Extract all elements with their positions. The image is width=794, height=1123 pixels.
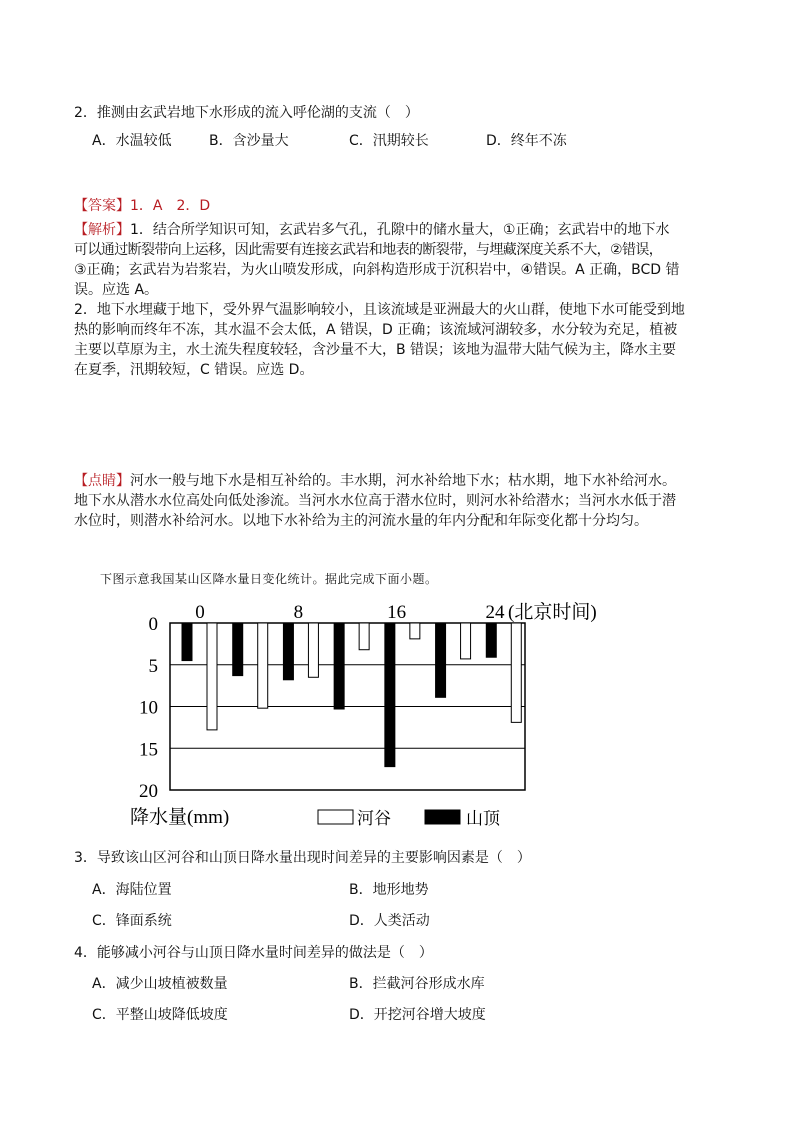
y-tick-label: 20 [139, 781, 158, 802]
x-axis-label: (北京时间) [508, 602, 597, 623]
analysis-line: 热的影响而终年不冻，其水温不会太低，A 错误，D 正确；该流域河湖较多，水分较为充足，植被 [74, 322, 678, 338]
y-tick-label: 0 [148, 614, 158, 635]
x-tick-label: 24 [485, 602, 505, 623]
question-3-option-c: C．锋面系统 [92, 913, 172, 929]
precipitation-chart [120, 595, 640, 840]
analysis-line: 在夏季，汛期较短，C 错误。应选 D。 [74, 362, 314, 378]
x-tick-label: 0 [195, 602, 205, 623]
chart-intro: 下图示意我国某山区降水量日变化统计。据此完成下面小题。 [100, 572, 438, 586]
question-2-stem: 2．推测由玄武岩地下水形成的流入呼伦湖的支流（ ） [74, 105, 419, 121]
question-3-stem: 3．导致该山区河谷和山顶日降水量出现时间差异的主要影响因素是（ ） [74, 850, 531, 866]
question-2-option-d: D．终年不冻 [486, 133, 567, 149]
question-3-option-d: D．人类活动 [349, 913, 430, 929]
analysis-tag: 【解析】 [74, 222, 130, 238]
question-3-option-b: B．地形地势 [349, 882, 429, 898]
bar-valley [410, 623, 420, 639]
answer-line [74, 196, 210, 216]
analysis-block [74, 220, 686, 380]
x-tick-label: 8 [293, 602, 304, 623]
question-4-option-b: B．拦截河谷形成水库 [349, 976, 485, 992]
y-axis-label: 降水量(mm) [130, 807, 230, 828]
analysis-line: 主要以草原为主，水土流失程度较轻，含沙量不大，B 错误；该地为温带大陆气候为主，降水主要 [74, 342, 677, 358]
bar-valley [207, 623, 217, 730]
bar-peak [436, 623, 446, 697]
bar-peak [283, 623, 293, 680]
bar-valley [511, 623, 521, 722]
question-2-option-b: B．含沙量大 [209, 133, 289, 149]
y-tick-label: 5 [148, 655, 158, 677]
y-tick-label: 15 [139, 739, 158, 761]
tips-line: 水位时，则潜水补给河水。以地下水补给为主的河流水量的年内分配和年际变化都十分均匀。 [74, 513, 648, 529]
question-4-option-a: A．减少山坡植被数量 [92, 976, 228, 992]
analysis-line: 误。应选 A。 [74, 282, 159, 298]
y-tick-label: 10 [139, 697, 158, 719]
answer-tag: 【答案】 [74, 198, 130, 214]
analysis-text: 1．结合所学知识可知，玄武岩多气孔，孔隙中的储水量大，①正确；玄武岩中的地下水 [130, 222, 670, 238]
tips-text: 河水一般与地下水是相互补给的。丰水期，河水补给地下水；枯水期，地下水补给河水。 [130, 473, 676, 489]
tips-block [74, 471, 686, 531]
legend-swatch-peak [425, 810, 460, 824]
question-2-option-c: C．汛期较长 [349, 133, 429, 149]
answer-text: 1．A 2．D [130, 198, 211, 214]
bar-peak [486, 623, 496, 657]
analysis-line [74, 220, 686, 240]
question-2-option-a: A．水温较低 [92, 133, 172, 149]
bar-peak [233, 623, 243, 676]
bar-valley [258, 623, 268, 708]
legend-label-valley: 河谷 [357, 809, 391, 828]
question-3-option-a: A．海陆位置 [92, 882, 172, 898]
tips-tag: 【点睛】 [74, 473, 130, 489]
x-tick-label: 16 [387, 602, 407, 623]
analysis-line: 可以通过断裂带向上运移，因此需要有连接玄武岩和地表的断裂带，与埋藏深度关系不大，②错误， [74, 242, 663, 258]
tips-line [74, 471, 686, 491]
bar-valley [359, 623, 369, 650]
analysis-line: ③正确；玄武岩为岩浆岩，为火山喷发形成，向斜构造形成于沉积岩中，④错误。A 正确，BCD 错 [74, 262, 680, 278]
analysis-line: 2．地下水埋藏于地下，受外界气温影响较小，且该流域是亚洲最大的火山群，使地下水可能受到地 [74, 302, 685, 318]
bar-peak [334, 623, 344, 709]
legend-swatch-valley [318, 810, 353, 824]
question-4-option-c: C．平整山坡降低坡度 [92, 1007, 228, 1023]
question-4-stem: 4．能够减小河谷与山顶日降水量时间差异的做法是（ ） [74, 945, 433, 961]
legend-label-peak: 山顶 [466, 809, 500, 828]
bar-valley [308, 623, 318, 677]
bar-peak [385, 623, 395, 767]
question-4-option-d: D．开挖河谷增大坡度 [349, 1007, 486, 1023]
bar-valley [461, 623, 471, 659]
bar-peak [182, 623, 192, 661]
tips-line: 地下水从潜水水位高处向低处渗流。当河水水位高于潜水位时，则河水补给潜水；当河水水低于潜 [74, 493, 676, 509]
